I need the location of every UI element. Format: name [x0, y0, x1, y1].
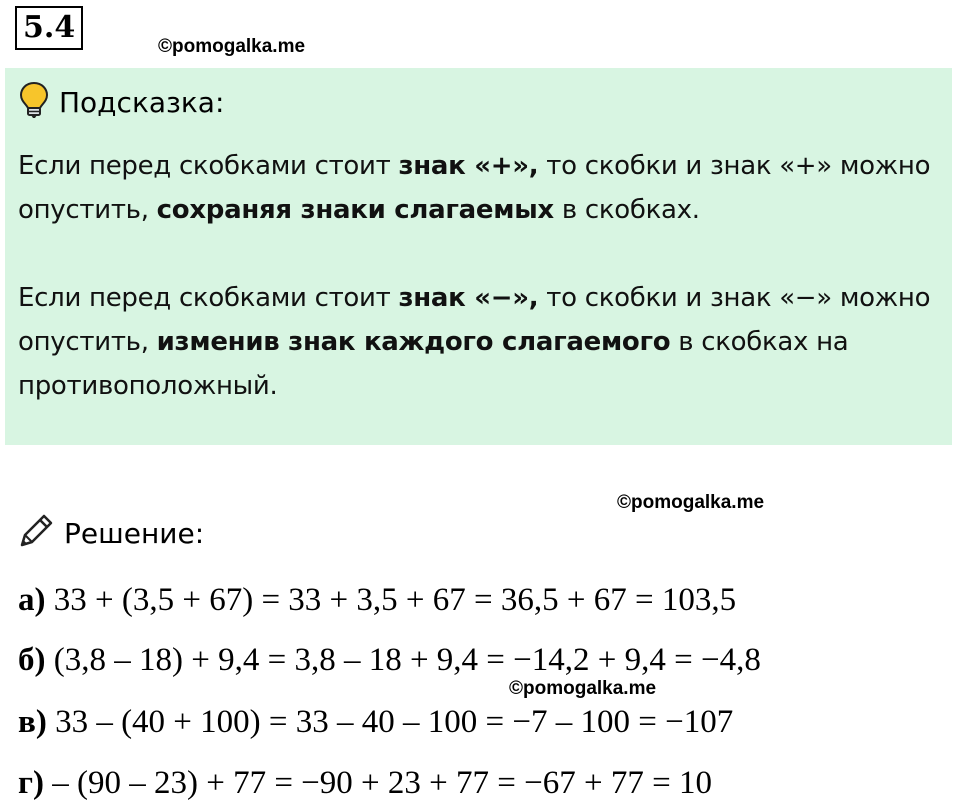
solution-title: Решение: — [64, 516, 205, 550]
solution-item-a: а) 33 + (3,5 + 67) = 33 + 3,5 + 67 = 36,5 + 67 = 103,5 — [18, 582, 737, 618]
task-number: 5.4 — [15, 6, 83, 50]
pencil-icon — [16, 511, 56, 555]
solution-header — [16, 510, 204, 556]
watermark: ©pomogalka.me — [158, 36, 306, 57]
solution-item-v: в) 33 – (40 + 100) = 33 – 40 – 100 = −7 – 100 = −107 — [18, 704, 734, 740]
solution-item-b: б) (3,8 – 18) + 9,4 = 3,8 – 18 + 9,4 = −14,2 + 9,4 = −4,8 — [18, 642, 761, 678]
watermark: ©pomogalka.me — [617, 492, 765, 513]
hint-header — [19, 82, 224, 122]
hint-paragraph-minus: Если перед скобками стоит знак «−», то скобки и знак «−» можно опустить, изменив знак каждого слагаемого в скобках на противоположный. — [18, 283, 931, 401]
lightbulb-icon — [19, 81, 49, 123]
watermark: ©pomogalka.me — [509, 678, 657, 699]
hint-paragraph-plus: Если перед скобками стоит знак «+», то скобки и знак «+» можно опустить, сохраняя знаки слагаемых в скобках. — [18, 151, 931, 225]
solution-item-g: г) – (90 – 23) + 77 = −90 + 23 + 77 = −67 + 77 = 10 — [18, 765, 712, 801]
hint-box — [5, 68, 952, 445]
hint-title: Подсказка: — [59, 85, 225, 119]
